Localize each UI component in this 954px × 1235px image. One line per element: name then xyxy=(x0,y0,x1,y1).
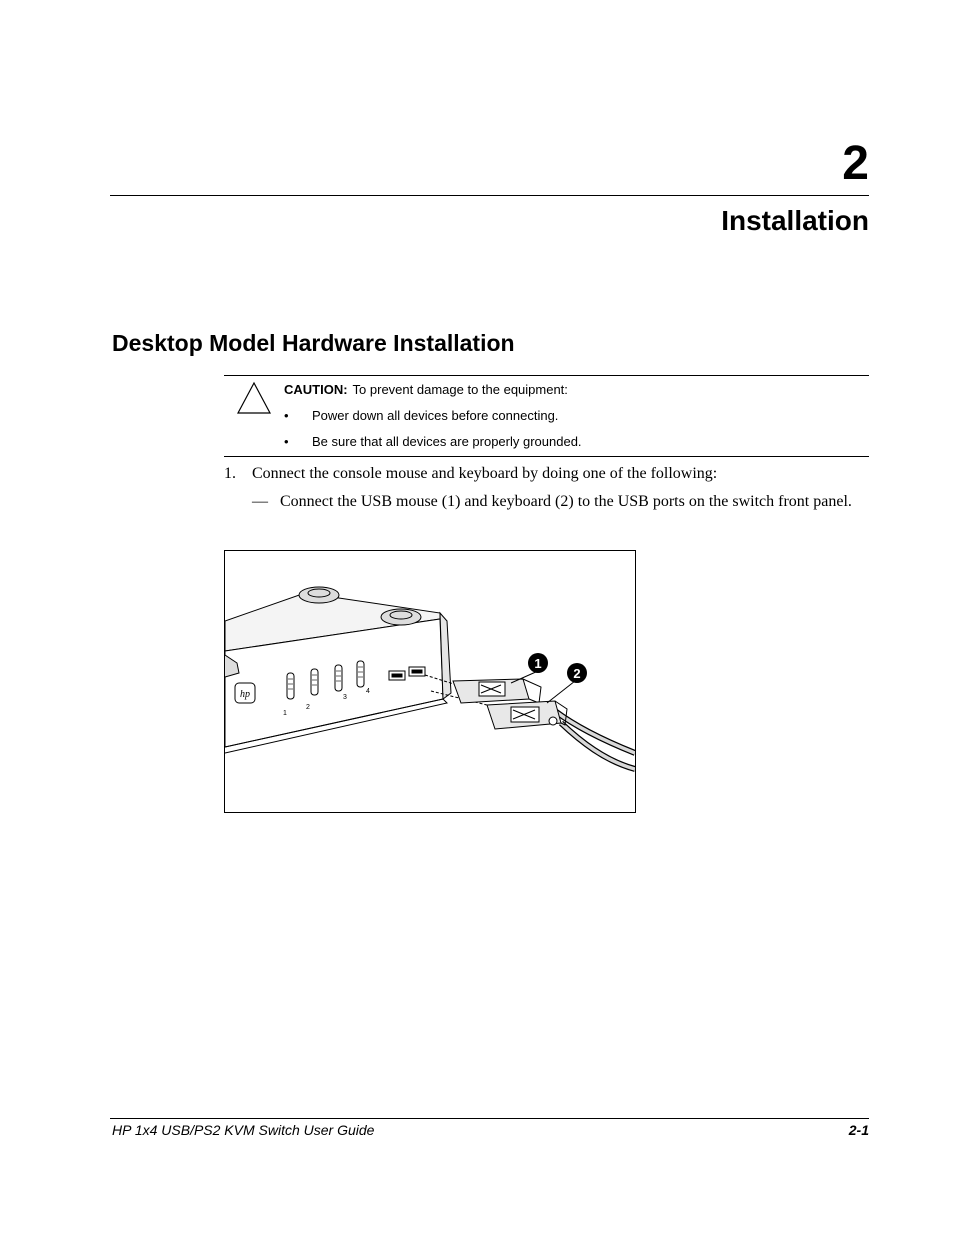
caution-bullet xyxy=(284,434,582,449)
caution-bullet-text: Be sure that all devices are properly grounded. xyxy=(312,434,582,449)
caution-text: To prevent damage to the equipment: xyxy=(352,382,568,397)
caution-box xyxy=(224,375,869,457)
callout-1-label: 1 xyxy=(534,656,542,671)
step-text: Connect the console mouse and keyboard by doing one of the following: xyxy=(252,465,718,482)
caution-bullet xyxy=(284,408,558,423)
caution-heading xyxy=(284,382,568,397)
chapter-title: Installation xyxy=(721,205,869,236)
section-heading: Desktop Model Hardware Installation xyxy=(112,330,515,356)
caution-label: CAUTION: xyxy=(284,382,348,397)
bullet-dot: • xyxy=(284,434,289,449)
substep-item xyxy=(252,492,852,512)
svg-text:hp: hp xyxy=(240,689,250,700)
footer-divider xyxy=(110,1118,869,1119)
port-label: 3 xyxy=(343,694,347,701)
chapter-divider xyxy=(110,195,869,196)
bullet-dot: • xyxy=(284,408,289,423)
footer-document-title: HP 1x4 USB/PS2 KVM Switch User Guide xyxy=(112,1122,375,1138)
port-label: 1 xyxy=(283,710,287,717)
step-item xyxy=(224,464,717,484)
caution-bullet-text: Power down all devices before connecting. xyxy=(312,408,559,423)
kvm-switch-illustration xyxy=(225,551,635,812)
callout-2-label: 2 xyxy=(573,666,581,681)
warning-triangle-icon xyxy=(236,381,272,415)
port-label: 4 xyxy=(366,688,370,695)
chapter-number: 2 xyxy=(842,137,869,190)
step-number: 1. xyxy=(224,465,236,482)
figure-kvm-usb-connection xyxy=(224,550,636,813)
footer-page-number: 2-1 xyxy=(848,1122,869,1138)
substep-marker: — xyxy=(252,493,268,510)
port-label: 2 xyxy=(306,704,310,711)
substep-text: Connect the USB mouse (1) and keyboard (2) to the USB ports on the switch front panel. xyxy=(280,493,852,510)
